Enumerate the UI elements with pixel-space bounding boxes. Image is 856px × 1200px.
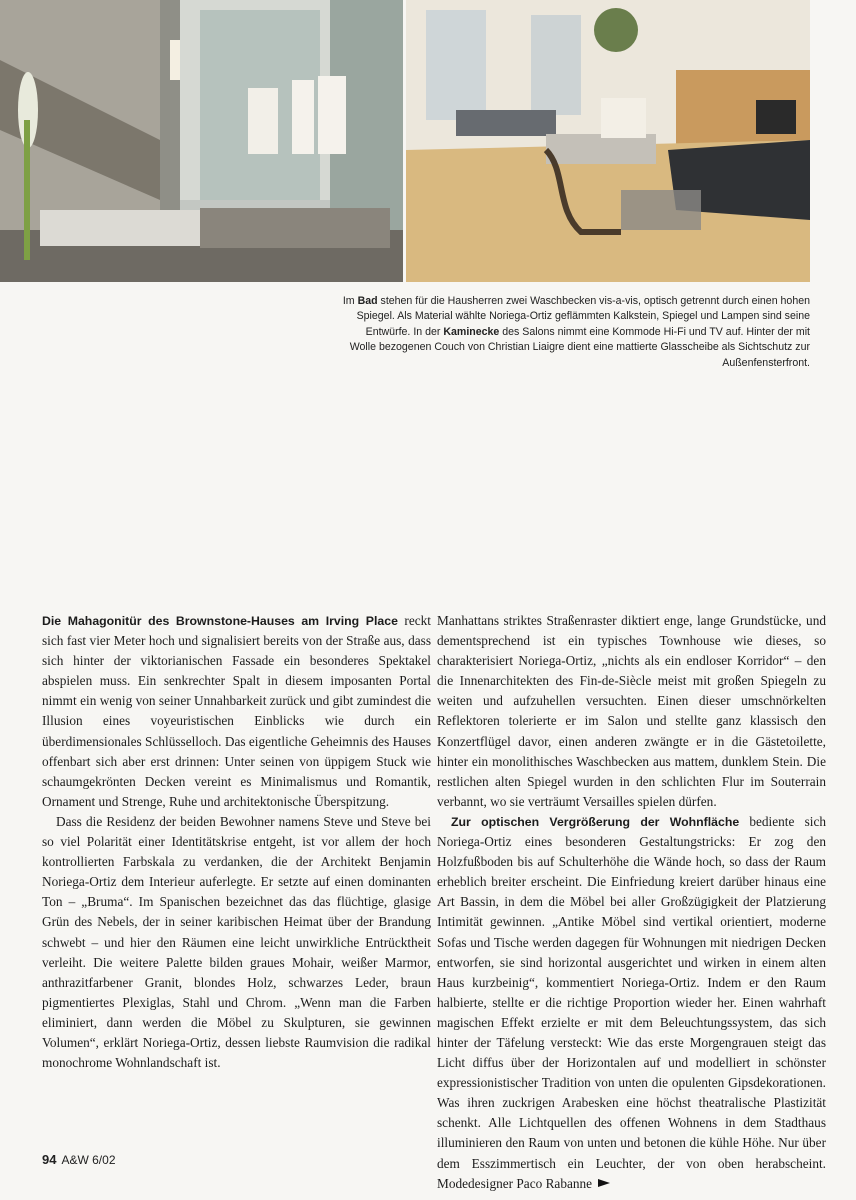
photo-caption: Im Bad stehen für die Hausherren zwei Waschbecken vis-a-vis, optisch getrennt durch einen hohen Spiegel. Als Material wählte Noriega-Ortiz geflämmten Kalkstein, Spiegel und Lampen sind seine Entwürfe. In der Kaminecke des Salons nimmt eine Kommode Hi-Fi und TV auf. Hinter der mit Wolle bezogenen Couch von Christian Liaigre dient eine mattierte Glasscheibe als Sichtschutz zur Außenfensterfront.	[342, 295, 810, 369]
lead-in: Zur optischen Vergrößerung der Wohnfläche	[451, 814, 740, 829]
article-paragraph: Die Mahagonitür des Brownstone-Hauses am Irving Place reckt sich fast vier Meter hoch und signalisiert bereits von der Straße aus, dass sich hinter der viktorianischen Fassade ein besonderes Spektakel abspielen muss. Ein senkrechter Spalt in diesem imposanten Portal nimmt ein wenig von seiner Unnahbarkeit zurück und gibt zumindest die Illusion eines voyeuristischen Einblicks wie durch ein überdimensionales Schlüsselloch. Das eigentliche Geheimnis des Hauses offenbart sich aber erst drinnen: Unter seinen von üppigem Stuck wie schaumgekrönten Decken vereint es Minimalismus und Romantik, Ornament und Strenge, Ruhe und architektonische Überspitzung.	[42, 613, 431, 809]
continue-arrow-icon	[598, 1179, 610, 1187]
article-column-right	[437, 611, 826, 1194]
page-number: 94	[42, 1152, 57, 1167]
page-folio	[42, 1152, 116, 1167]
article-column-left	[42, 611, 431, 1073]
article-paragraph: Zur optischen Vergrößerung der Wohnfläche bediente sich Noriega-Ortiz eines besonderen Gestaltungstricks: Er zog den Holzfußboden bis auf Schulterhöhe die Wände hoch, so dass der Raum erheblich breiter erscheint. Die Einfriedung kreiert darüber hinaus eine Art Bassin, in dem die Möbel bei aller Großzügigkeit der Platzierung Intimität gewinnen. „Antike Möbel sind vertikal orientiert, moderne Sofas und Tische werden dagegen für Wohnungen mit niedrigen Decken entworfen, sie sind horizontal ausgerichtet und wirken in einem alten Haus kurzbeinig“, kommentiert Noriega-Ortiz. Indem er den Raum halbierte, stellte er die richtige Proportion wieder her. Einen wahrhaft magischen Effekt erzielte er mit dem Beleuchtungssystem, das sich hinter der Täfelung versteckt: Wie das erste Morgengrauen steigt das Licht diffus über der Horizontalen auf und modelliert in schönster expressionistischer Tradition von unten die opulenten Gipsdekorationen. Was ihren zuckrigen Arabesken eine höchst theatralische Plastizität schenkt. Alle Lichtquellen des offenen Wohnens in dem Stadthaus illuminieren den Raum von unten und betonen die kühle Höhe. Nur über dem Esszimmertisch ein Leuchter, der von oben herabscheint. Modedesigner Paco Rabanne	[437, 813, 826, 1191]
article-paragraph-continued: Manhattans striktes Straßenraster diktiert enge, lange Grundstücke, und dementsprechend ist ein typisches Townhouse wie dieses, so charakterisiert Noriega-Ortiz, „nichts als ein endloser Korridor“ – den die Innenarchitekten des Fin-de-Siècle meist mit großen Spiegeln zu weiten und aufzuhellen versuchten. Einen dieser umschnörkelten Reflektoren tolerierte er im Salon und stellte ganz klassisch den Konzertflügel davor, einen anderen zwängte er in die Gästetoilette, hinter ein monolithisches Waschbecken aus mattem, dunklem Stein. Die restlichen alten Spiegel wurden in den schlichten Flur im Souterrain verbannt, wo sie verträumt Versailles spielen dürfen.	[437, 613, 826, 809]
issue-label: A&W 6/02	[61, 1153, 116, 1167]
salon-photo	[406, 0, 810, 282]
article-paragraph: Dass die Residenz der beiden Bewohner namens Steve und Steve bei so viel Polarität einer Identitätskrise entgeht, ist vor allem der hoch kontrollierten Farbskala zu verdanken, die der Architekt Benjamin Noriega-Ortiz dem Interieur auferlegte. Er setzte auf einen dominanten Ton – „Bruma“. Im Spanischen bezeichnet das das flüchtige, glasige Grün des Nebels, der in seiner karibischen Heimat über der Brandung schwebt – und hier den Räumen eine leicht unwirkliche Entrücktheit verleiht. Die weitere Palette bilden graues Mohair, weißer Marmor, anthrazitfarbener Granit, blondes Holz, schwarzes Leder, braun pigmentiertes Plexiglas, Stahl und Chrom. „Wenn man die Farben eliminiert, dann werden die Möbel zu Skulpturen, sie gewinnen Volumen“, erklärt Noriega-Ortiz, dessen liebste Raumvision die radikal monochrome Wohnlandschaft ist.	[42, 813, 431, 1071]
lead-in: Die Mahagonitür des Brownstone-Hauses am Irving Place	[42, 614, 398, 628]
bathroom-photo	[0, 0, 403, 282]
